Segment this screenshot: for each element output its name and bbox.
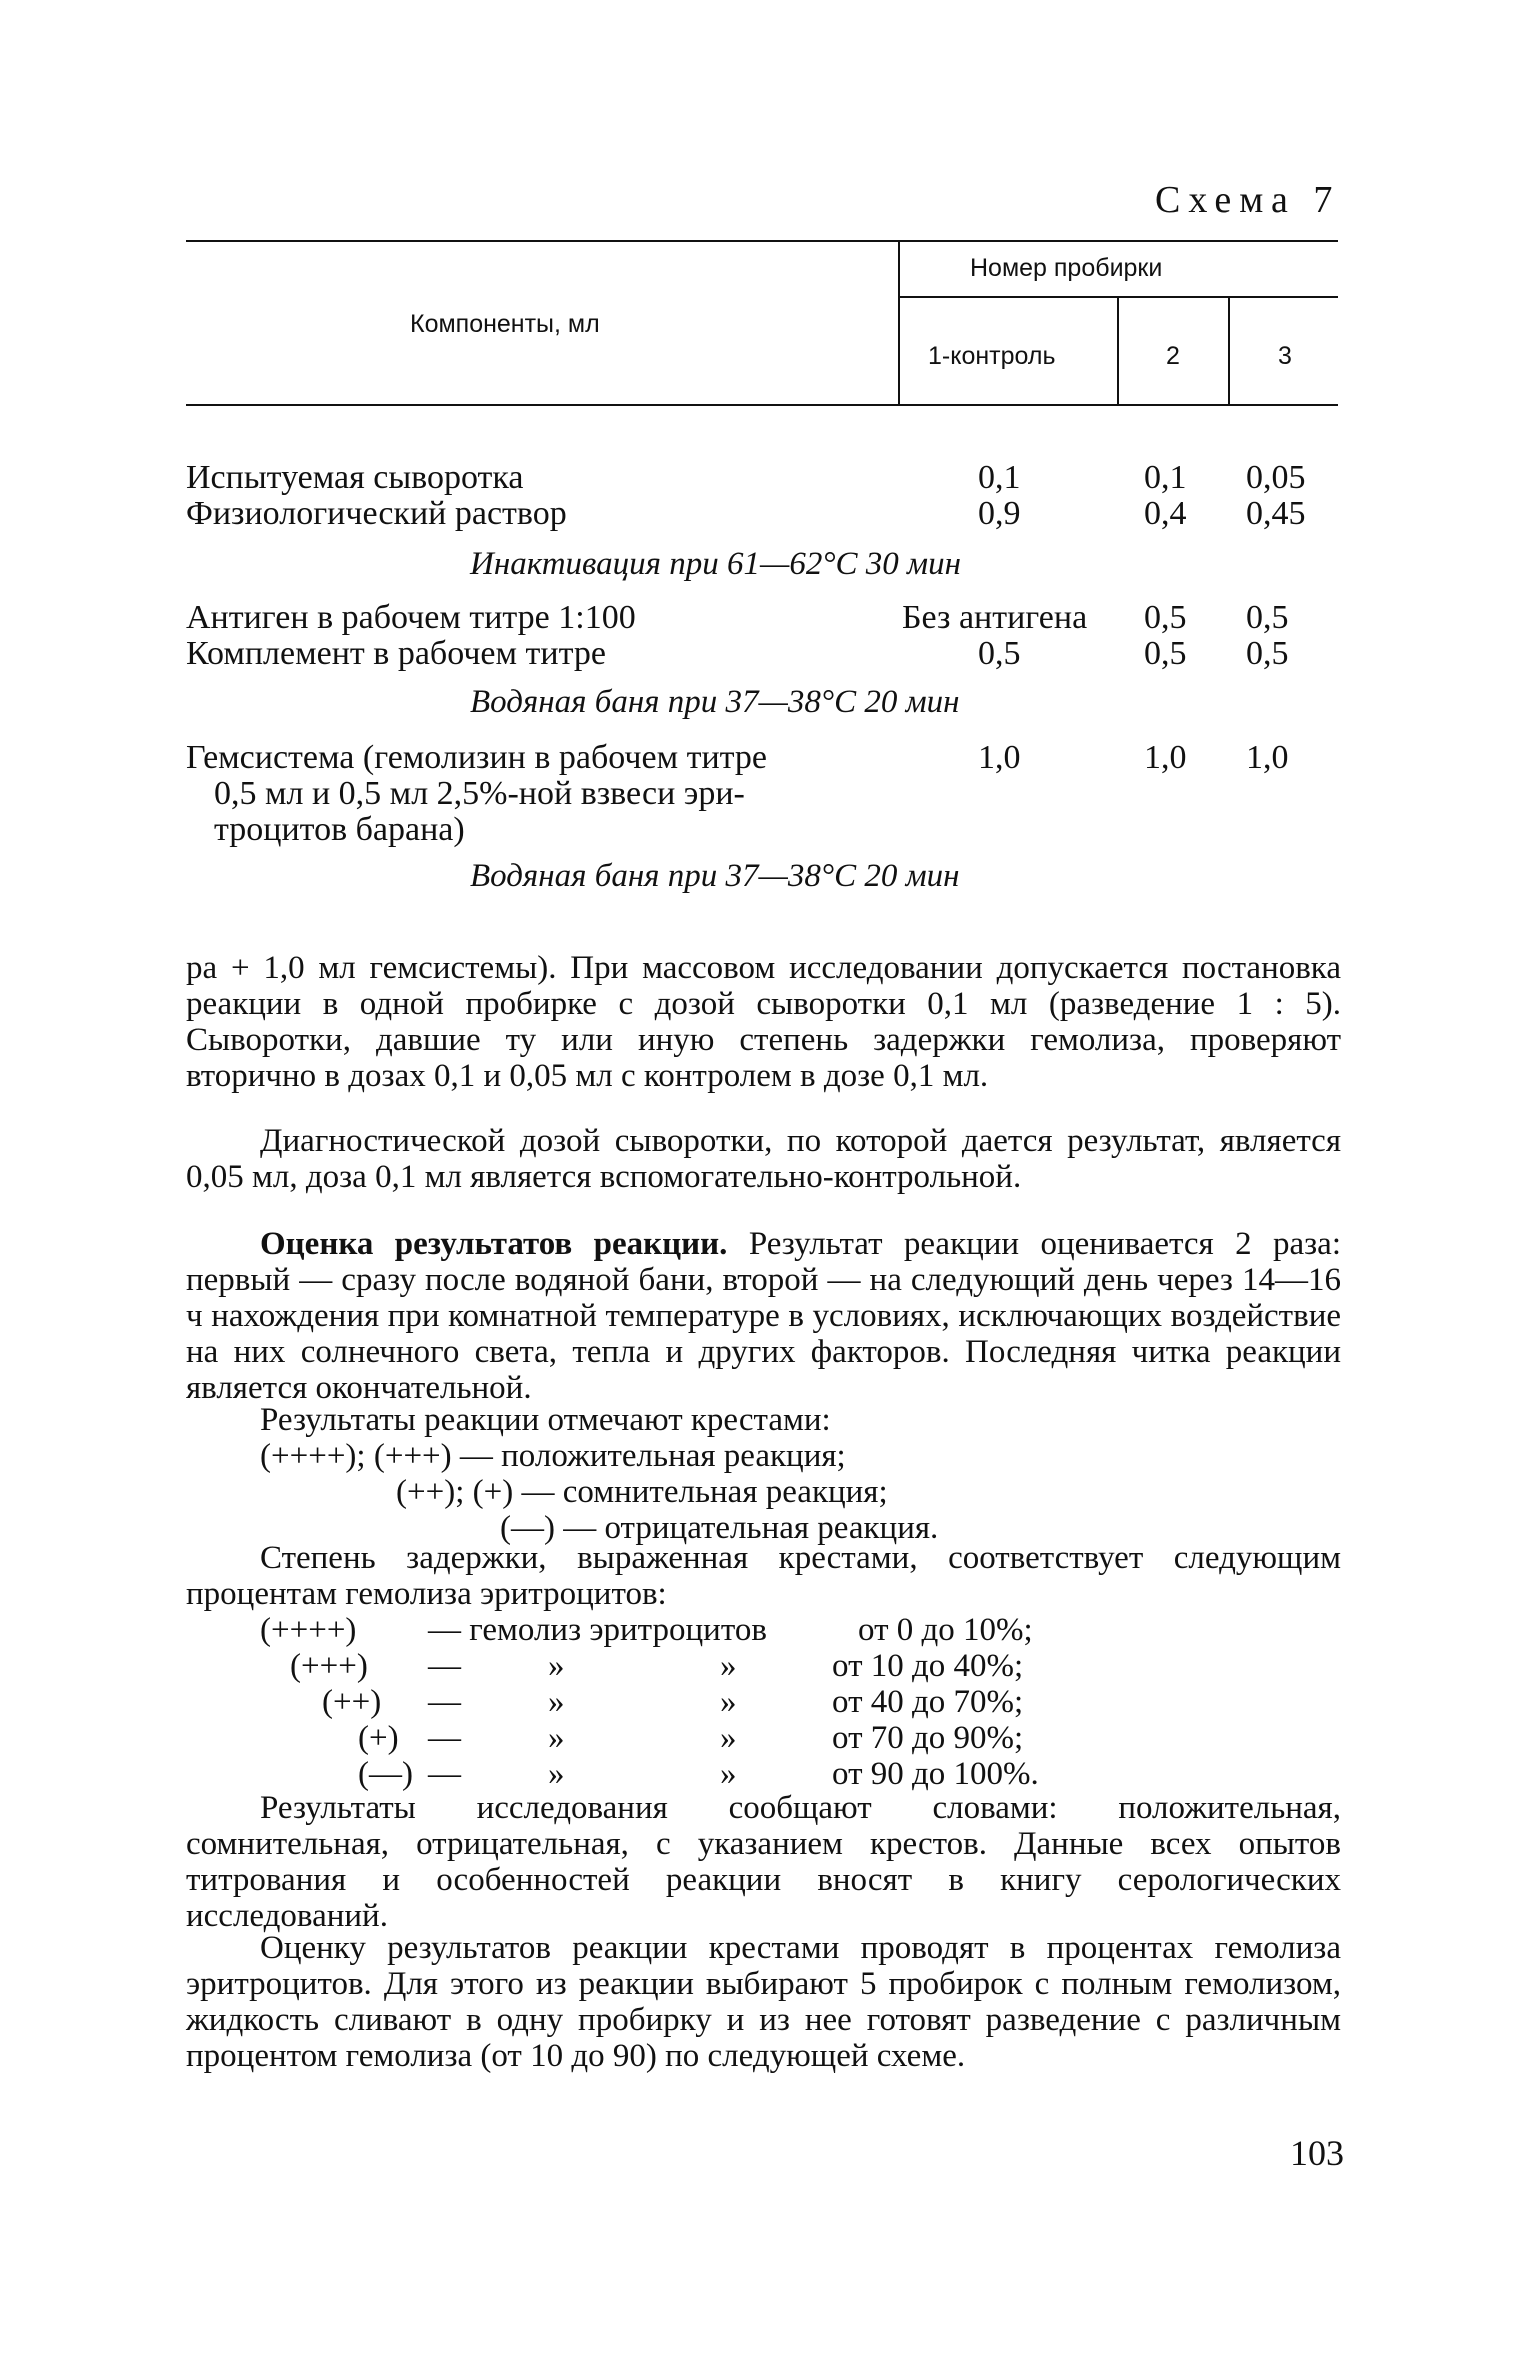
row-label: Комплемент в рабочем титре [186,635,606,672]
paragraph: Диагностической дозой сыворотки, по которой дается результат, является 0,05 мл, доза 0,1 мл является вспомогательно-контрольной. [186,1123,1341,1195]
row-value: 0,1 [978,459,1021,496]
hemolysis-mark: (+) [358,1720,399,1756]
hemolysis-mark: (+++) [290,1648,368,1684]
hemolysis-desc: — [428,1684,461,1720]
stage-label: Инактивация при 61—62°С 30 мин [470,546,961,582]
row-label: Антиген в рабочем титре 1:100 [186,599,636,636]
hemolysis-mark: (++) [322,1684,382,1720]
paragraph-heading: Оценка результатов реакции. [260,1226,728,1262]
row-value: 0,9 [978,495,1021,532]
table-bottom-rule [186,404,1338,406]
row-label: Испытуемая сыворотка [186,459,524,496]
hemolysis-range: от 70 до 90%; [832,1720,1024,1756]
ditto-mark: » [548,1720,565,1756]
page-number: 103 [1290,2133,1344,2173]
row-value: 0,45 [1246,495,1306,532]
hemolysis-range: от 90 до 100%. [832,1756,1039,1792]
paragraph: ра + 1,0 мл гемсистемы). При массовом исследовании допускается постановка реакции в одной пробирке с дозой сыворотки 0,1 мл (разведение 1 : 5). Сыворотки, давшие ту или иную степень задержки гемолиза, проверяют вторично в дозах 0,1 и 0,05 мл с контролем в дозе 0,1 мл. [186,950,1341,1094]
body-text [186,1930,1341,2074]
tube-column-header: 1-контроль [928,342,1056,370]
table-col-divider [1228,298,1230,404]
table-col-divider [898,240,900,404]
tube-number-header: Номер пробирки [970,254,1163,282]
ditto-mark: » [548,1756,565,1792]
row-value: 0,4 [1144,495,1187,532]
row-label: троцитов барана) [214,811,465,848]
row-value: 0,5 [1144,599,1187,636]
hemolysis-desc: — гемолиз эритроцитов [428,1612,767,1648]
ditto-mark: » [720,1684,737,1720]
row-value: 0,05 [1246,459,1306,496]
row-value: 0,5 [1246,599,1289,636]
paragraph: Результаты реакции отмечают крестами: [260,1402,831,1438]
hemolysis-desc: — [428,1648,461,1684]
tube-column-header: 3 [1278,342,1292,370]
row-value: Без антигена [902,599,1088,636]
body-text [186,1540,1341,1612]
table-top-rule [186,240,1338,242]
row-value: 1,0 [1246,739,1289,776]
stage-label: Водяная баня при 37—38°С 20 мин [470,858,960,894]
ditto-mark: » [720,1720,737,1756]
ditto-mark: » [548,1648,565,1684]
row-value: 0,5 [1144,635,1187,672]
ditto-mark: » [720,1648,737,1684]
row-value: 0,1 [1144,459,1187,496]
ditto-mark: » [720,1756,737,1792]
table-header-divider [900,296,1338,298]
schema-title: Схема 7 [1155,179,1341,221]
ditto-mark: » [548,1684,565,1720]
row-value: 0,5 [978,635,1021,672]
body-text [186,950,1341,1094]
body-text [186,1123,1341,1195]
paragraph: Оценку результатов реакции крестами проводят в процентах гемолиза эритроцитов. Для этого из реакции выбирают 5 пробирок с полным гемолизом, жидкость сливают в одну пробирку и из нее готовят разведение с различным процентом гемолиза (от 10 до 90) по следующей схеме. [186,1930,1341,2074]
paragraph-body: Результат реакции оценивается 2 раза: первый — сразу после водяной бани, второй — на следующий день через 14—16 ч нахождения при комнатной температуре в условиях, исключающих воздействие на них солнечного света, тепла и других факторов. Последняя читка реакции является окончательной. [186,1226,1341,1406]
components-header: Компоненты, мл [410,310,600,338]
tube-column-header: 2 [1166,342,1180,370]
body-text [186,1226,1341,1406]
row-label: Физиологический раствор [186,495,567,532]
hemolysis-desc: — [428,1756,461,1792]
hemolysis-range: от 40 до 70%; [832,1684,1024,1720]
hemolysis-mark: (++++) [260,1612,357,1648]
row-value: 1,0 [1144,739,1187,776]
hemolysis-range: от 0 до 10%; [858,1612,1033,1648]
hemolysis-desc: — [428,1720,461,1756]
paragraph [186,1226,1341,1406]
row-label: Гемсистема (гемолизин в рабочем титре [186,739,768,776]
hemolysis-mark: (—) [358,1756,413,1792]
row-label: 0,5 мл и 0,5 мл 2,5%-ной взвеси эри- [214,775,745,812]
hemolysis-range: от 10 до 40%; [832,1648,1024,1684]
row-value: 1,0 [978,739,1021,776]
cross-line: (++); (+) — сомнительная реакция; [396,1474,888,1510]
row-value: 0,5 [1246,635,1289,672]
stage-label: Водяная баня при 37—38°С 20 мин [470,684,960,720]
cross-line: (—) — отрицательная реакция. [500,1510,939,1546]
paragraph: Степень задержки, выраженная крестами, соответствует следующим процентам гемолиза эритроцитов: [186,1540,1341,1612]
paragraph: Результаты исследования сообщают словами: положительная, сомнительная, отрицательная, с указанием крестов. Данные всех опытов титрования и особенностей реакции вносят в книгу серологических исследований. [186,1790,1341,1934]
body-text [186,1790,1341,1934]
table-col-divider [1117,298,1119,404]
cross-line: (++++); (+++) — положительная реакция; [260,1438,846,1474]
